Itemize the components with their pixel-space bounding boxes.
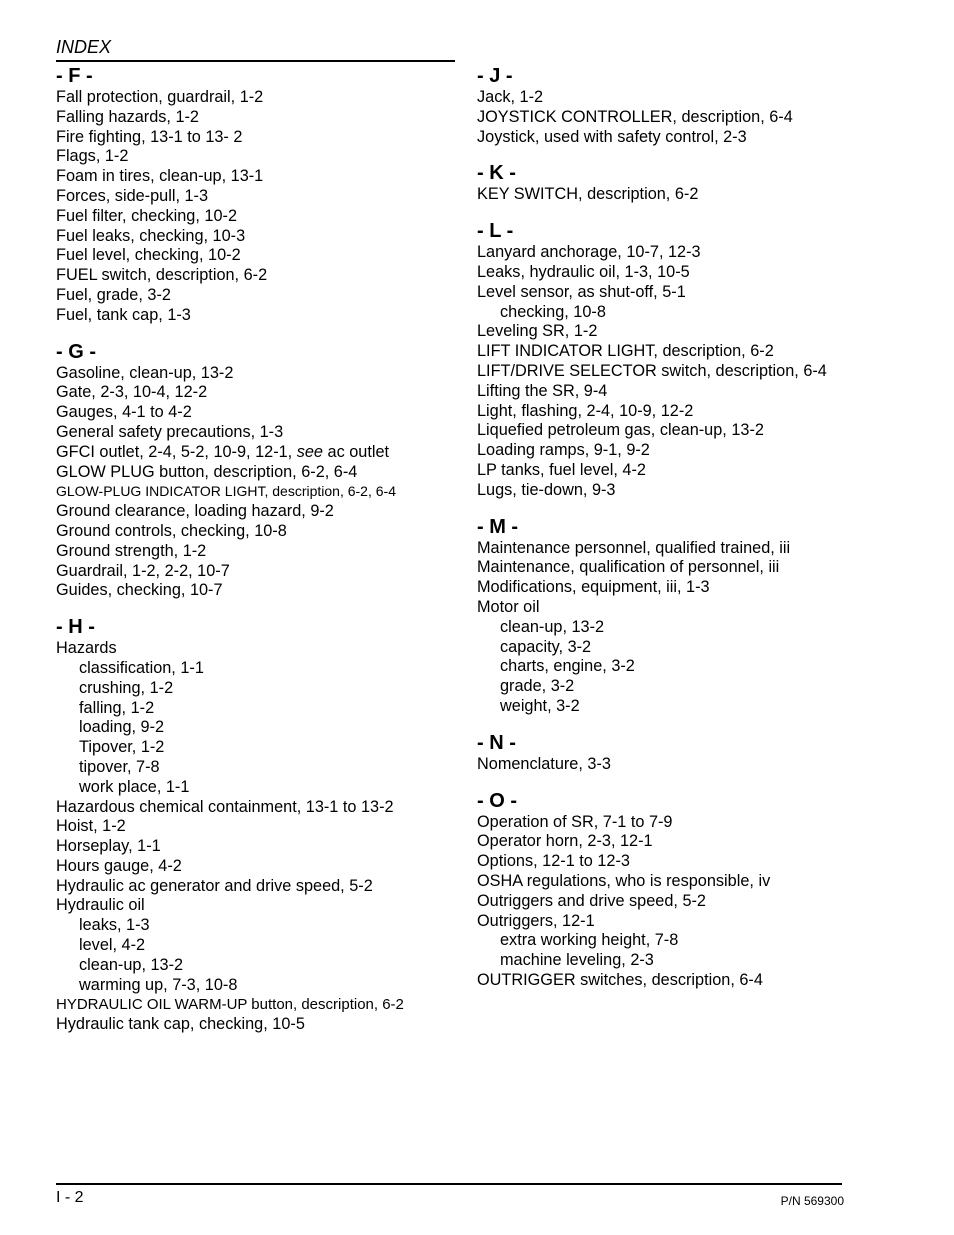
index-entry: Guides, checking, 10-7	[56, 581, 223, 600]
index-subentry: warming up, 7-3, 10-8	[79, 975, 238, 994]
gfci-suffix: ac outlet	[322, 442, 390, 461]
section-g	[56, 340, 451, 602]
index-entry: Hydraulic ac generator and drive speed, 5-2	[56, 876, 373, 895]
index-entry: Loading ramps, 9-1, 9-2	[477, 441, 650, 460]
index-entry: LP tanks, fuel level, 4-2	[477, 460, 646, 479]
index-subentry: machine leveling, 2-3	[500, 951, 654, 970]
index-subentry: weight, 3-2	[500, 696, 580, 715]
index-entry: Flags, 1-2	[56, 147, 129, 166]
section-m	[477, 515, 897, 717]
index-entry: General safety precautions, 1-3	[56, 422, 284, 441]
index-subentry: Tipover, 1-2	[79, 738, 165, 757]
index-entry: Falling hazards, 1-2	[56, 107, 199, 126]
index-entry: Leveling SR, 1-2	[477, 322, 598, 341]
index-entry: HYDRAULIC OIL WARM-UP button, description, 6-2	[56, 996, 404, 1014]
index-entry: Hydraulic oil	[56, 896, 145, 915]
index-subentry: extra working height, 7-8	[500, 931, 679, 950]
index-entry: Hazards	[56, 639, 117, 658]
index-subentry: work place, 1-1	[79, 777, 190, 796]
index-entry: Maintenance, qualification of personnel, iii	[477, 558, 780, 577]
index-column-left	[56, 64, 451, 1049]
section-k	[477, 161, 897, 205]
gfci-prefix: GFCI outlet, 2-4, 5-2, 10-9, 12-1,	[56, 442, 297, 461]
index-entry: Level sensor, as shut-off, 5-1	[477, 282, 686, 301]
index-entry: OUTRIGGER switches, description, 6-4	[477, 970, 763, 989]
index-subentry: checking, 10-8	[500, 302, 606, 321]
index-subentry: clean-up, 13-2	[79, 955, 184, 974]
index-entry: Hazardous chemical containment, 13-1 to 13-2	[56, 797, 394, 816]
section-o	[477, 789, 897, 991]
page-number: I - 2	[56, 1189, 84, 1206]
index-entry: Gasoline, clean-up, 13-2	[56, 363, 234, 382]
section-letter-n: - N -	[477, 731, 516, 754]
index-entry: Ground controls, checking, 10-8	[56, 521, 287, 540]
index-entry: Leaks, hydraulic oil, 1-3, 10-5	[477, 262, 690, 281]
section-f	[56, 64, 451, 326]
index-subentry: charts, engine, 3-2	[500, 657, 635, 676]
index-subentry: capacity, 3-2	[500, 637, 592, 656]
running-header: INDEX	[56, 37, 112, 57]
index-subentry: clean-up, 13-2	[500, 617, 605, 636]
part-number: P/N 569300	[780, 1194, 844, 1208]
index-entry: Forces, side-pull, 1-3	[56, 186, 209, 205]
index-entry: Guardrail, 1-2, 2-2, 10-7	[56, 561, 230, 580]
index-entry: Outriggers and drive speed, 5-2	[477, 891, 706, 910]
index-entry: LIFT INDICATOR LIGHT, description, 6-2	[477, 342, 774, 361]
index-entry: OSHA regulations, who is responsible, iv	[477, 871, 771, 890]
index-entry: JOYSTICK CONTROLLER, description, 6-4	[477, 107, 793, 126]
index-entry: Ground strength, 1-2	[56, 541, 207, 560]
section-letter-k: - K -	[477, 162, 516, 185]
index-entry: Gate, 2-3, 10-4, 12-2	[56, 383, 208, 402]
index-entry: Lifting the SR, 9-4	[477, 381, 608, 400]
index-entry: Lugs, tie-down, 9-3	[477, 480, 616, 499]
index-entry: GLOW-PLUG INDICATOR LIGHT, description, 6-2, 6-4	[56, 483, 396, 500]
index-entry: Gauges, 4-1 to 4-2	[56, 403, 192, 422]
index-entry: Fuel, tank cap, 1-3	[56, 305, 191, 324]
index-entry: GLOW PLUG button, description, 6-2, 6-4	[56, 462, 358, 481]
header-rule	[56, 60, 455, 62]
index-entry: Fuel level, checking, 10-2	[56, 246, 241, 265]
index-subentry: classification, 1-1	[79, 658, 204, 677]
index-entry: KEY SWITCH, description, 6-2	[477, 185, 699, 204]
section-l	[477, 219, 897, 500]
index-subentry: crushing, 1-2	[79, 678, 174, 697]
index-entry: Jack, 1-2	[477, 88, 544, 106]
index-entry: Operator horn, 2-3, 12-1	[477, 832, 653, 851]
index-entry: Operation of SR, 7-1 to 7-9	[477, 812, 673, 831]
section-letter-g: - G -	[56, 340, 96, 363]
index-subentry: tipover, 7-8	[79, 757, 160, 776]
footer-rule	[56, 1183, 842, 1185]
index-subentry: leaks, 1-3	[79, 916, 150, 935]
section-letter-f: - F -	[56, 65, 93, 87]
index-entry: Horseplay, 1-1	[56, 837, 161, 856]
index-entry: Fuel leaks, checking, 10-3	[56, 226, 246, 245]
section-letter-l: - L -	[477, 220, 514, 243]
index-entry: Outriggers, 12-1	[477, 911, 595, 930]
index-subentry: falling, 1-2	[79, 698, 155, 717]
index-entry: Foam in tires, clean-up, 13-1	[56, 167, 264, 186]
index-subentry: loading, 9-2	[79, 718, 165, 737]
section-j	[477, 64, 897, 147]
index-column-right	[477, 64, 897, 1005]
index-subentry: grade, 3-2	[500, 677, 575, 696]
index-entry: Motor oil	[477, 597, 540, 616]
section-n	[477, 731, 897, 775]
index-entry: LIFT/DRIVE SELECTOR switch, description, 6-4	[477, 361, 827, 380]
index-entry: Options, 12-1 to 12-3	[477, 852, 630, 871]
index-entry: Liquefied petroleum gas, clean-up, 13-2	[477, 421, 764, 440]
index-entry: Ground clearance, loading hazard, 9-2	[56, 502, 334, 521]
index-entry: Fall protection, guardrail, 1-2	[56, 88, 264, 106]
index-subentry: level, 4-2	[79, 936, 146, 955]
index-entry: Fuel filter, checking, 10-2	[56, 206, 237, 225]
section-letter-h: - H -	[56, 616, 95, 639]
index-entry: FUEL switch, description, 6-2	[56, 266, 268, 285]
index-entry: Modifications, equipment, iii, 1-3	[477, 578, 710, 597]
index-entry: Hoist, 1-2	[56, 817, 126, 836]
section-h	[56, 615, 451, 1035]
index-entry: Joystick, used with safety control, 2-3	[477, 127, 747, 146]
index-entry: Hydraulic tank cap, checking, 10-5	[56, 1015, 305, 1034]
section-letter-o: - O -	[477, 789, 517, 812]
index-entry: Light, flashing, 2-4, 10-9, 12-2	[477, 401, 694, 420]
index-entry: Nomenclature, 3-3	[477, 754, 611, 773]
section-letter-m: - M -	[477, 515, 519, 538]
index-entry: Lanyard anchorage, 10-7, 12-3	[477, 243, 701, 262]
index-entry-gfci	[56, 443, 451, 463]
index-entry: Hours gauge, 4-2	[56, 856, 182, 875]
index-entry: Fire fighting, 13-1 to 13- 2	[56, 127, 243, 146]
index-entry: Fuel, grade, 3-2	[56, 285, 171, 304]
see-reference: see	[296, 442, 323, 461]
section-letter-j: - J -	[477, 65, 513, 87]
index-entry: Maintenance personnel, qualified trained, iii	[477, 538, 791, 557]
